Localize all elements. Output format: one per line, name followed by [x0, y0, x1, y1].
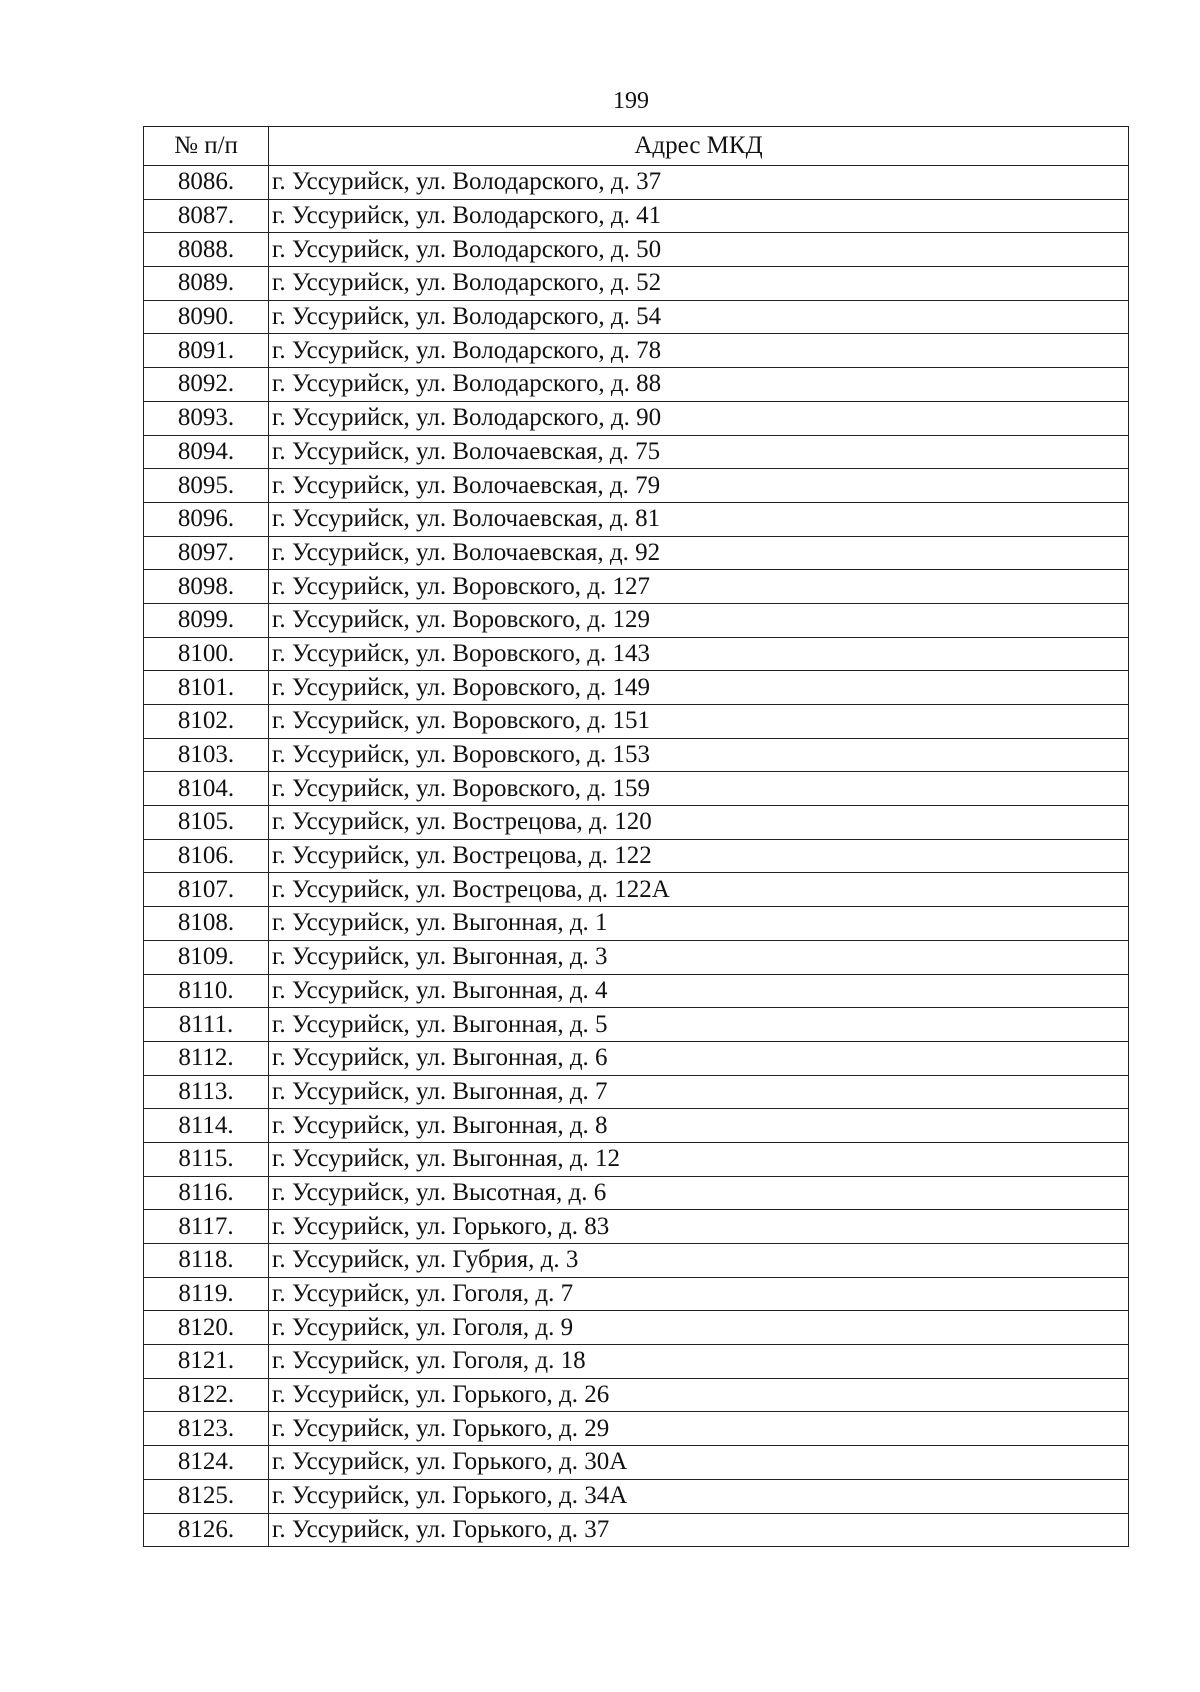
table-row — [144, 1479, 1129, 1513]
row-address: г. Уссурийск, ул. Горького, д. 29 — [269, 1412, 1129, 1446]
table-header-row — [144, 127, 1129, 166]
row-address: г. Уссурийск, ул. Воровского, д. 159 — [269, 772, 1129, 806]
table-row — [144, 637, 1129, 671]
row-address: г. Уссурийск, ул. Гоголя, д. 9 — [269, 1311, 1129, 1345]
row-address: г. Уссурийск, ул. Горького, д. 37 — [269, 1513, 1129, 1547]
row-address: г. Уссурийск, ул. Воровского, д. 127 — [269, 570, 1129, 604]
row-number: 8113. — [144, 1075, 269, 1109]
table-row — [144, 806, 1129, 840]
row-address: г. Уссурийск, ул. Выгонная, д. 7 — [269, 1075, 1129, 1109]
table-row — [144, 267, 1129, 301]
row-number: 8105. — [144, 806, 269, 840]
table-row — [144, 839, 1129, 873]
table-row — [144, 233, 1129, 267]
row-address: г. Уссурийск, ул. Выгонная, д. 6 — [269, 1041, 1129, 1075]
row-number: 8116. — [144, 1176, 269, 1210]
row-number: 8099. — [144, 603, 269, 637]
row-address: г. Уссурийск, ул. Володарского, д. 37 — [269, 166, 1129, 200]
row-address: г. Уссурийск, ул. Володарского, д. 78 — [269, 334, 1129, 368]
table-row — [144, 1075, 1129, 1109]
row-number: 8112. — [144, 1041, 269, 1075]
row-number: 8106. — [144, 839, 269, 873]
row-number: 8102. — [144, 705, 269, 739]
row-address: г. Уссурийск, ул. Выгонная, д. 5 — [269, 1008, 1129, 1042]
row-address: г. Уссурийск, ул. Володарского, д. 41 — [269, 199, 1129, 233]
row-address: г. Уссурийск, ул. Горького, д. 30А — [269, 1446, 1129, 1480]
table-row — [144, 570, 1129, 604]
table-row — [144, 435, 1129, 469]
row-number: 8091. — [144, 334, 269, 368]
row-address: г. Уссурийск, ул. Володарского, д. 88 — [269, 368, 1129, 402]
row-address: г. Уссурийск, ул. Воровского, д. 153 — [269, 738, 1129, 772]
row-number: 8094. — [144, 435, 269, 469]
table-row — [144, 1210, 1129, 1244]
table-row — [144, 907, 1129, 941]
row-number: 8095. — [144, 469, 269, 503]
table-row — [144, 1378, 1129, 1412]
table-row — [144, 1008, 1129, 1042]
table-row — [144, 401, 1129, 435]
row-address: г. Уссурийск, ул. Володарского, д. 52 — [269, 267, 1129, 301]
row-address: г. Уссурийск, ул. Высотная, д. 6 — [269, 1176, 1129, 1210]
row-address: г. Уссурийск, ул. Волочаевская, д. 79 — [269, 469, 1129, 503]
row-number: 8100. — [144, 637, 269, 671]
table-row — [144, 1142, 1129, 1176]
row-address: г. Уссурийск, ул. Володарского, д. 90 — [269, 401, 1129, 435]
row-number: 8115. — [144, 1142, 269, 1176]
row-number: 8114. — [144, 1109, 269, 1143]
table-row — [144, 334, 1129, 368]
row-address: г. Уссурийск, ул. Волочаевская, д. 75 — [269, 435, 1129, 469]
table-row — [144, 1176, 1129, 1210]
row-number: 8088. — [144, 233, 269, 267]
row-number: 8093. — [144, 401, 269, 435]
row-number: 8125. — [144, 1479, 269, 1513]
row-number: 8101. — [144, 671, 269, 705]
row-address: г. Уссурийск, ул. Володарского, д. 54 — [269, 300, 1129, 334]
row-number: 8089. — [144, 267, 269, 301]
row-address: г. Уссурийск, ул. Вострецова, д. 122А — [269, 873, 1129, 907]
table-row — [144, 671, 1129, 705]
table-row — [144, 1041, 1129, 1075]
row-number: 8107. — [144, 873, 269, 907]
table-row — [144, 738, 1129, 772]
row-address: г. Уссурийск, ул. Гоголя, д. 18 — [269, 1345, 1129, 1379]
row-number: 8111. — [144, 1008, 269, 1042]
column-header-number: № п/п — [144, 127, 269, 166]
page-number: 199 — [613, 88, 649, 114]
row-number: 8096. — [144, 502, 269, 536]
table-row — [144, 1244, 1129, 1278]
row-address: г. Уссурийск, ул. Гоголя, д. 7 — [269, 1277, 1129, 1311]
row-address: г. Уссурийск, ул. Выгонная, д. 3 — [269, 940, 1129, 974]
row-address: г. Уссурийск, ул. Выгонная, д. 8 — [269, 1109, 1129, 1143]
table-body — [144, 166, 1129, 1547]
row-address: г. Уссурийск, ул. Воровского, д. 143 — [269, 637, 1129, 671]
table-row — [144, 1311, 1129, 1345]
row-address: г. Уссурийск, ул. Горького, д. 34А — [269, 1479, 1129, 1513]
row-number: 8103. — [144, 738, 269, 772]
row-address: г. Уссурийск, ул. Вострецова, д. 122 — [269, 839, 1129, 873]
row-address: г. Уссурийск, ул. Волочаевская, д. 92 — [269, 536, 1129, 570]
row-address: г. Уссурийск, ул. Вострецова, д. 120 — [269, 806, 1129, 840]
row-number: 8124. — [144, 1446, 269, 1480]
row-number: 8110. — [144, 974, 269, 1008]
table-row — [144, 536, 1129, 570]
table-row — [144, 1412, 1129, 1446]
row-address: г. Уссурийск, ул. Горького, д. 83 — [269, 1210, 1129, 1244]
table-row — [144, 469, 1129, 503]
row-number: 8098. — [144, 570, 269, 604]
row-address: г. Уссурийск, ул. Володарского, д. 50 — [269, 233, 1129, 267]
row-number: 8097. — [144, 536, 269, 570]
row-address: г. Уссурийск, ул. Горького, д. 26 — [269, 1378, 1129, 1412]
row-number: 8121. — [144, 1345, 269, 1379]
table-row — [144, 166, 1129, 200]
row-number: 8118. — [144, 1244, 269, 1278]
table-row — [144, 368, 1129, 402]
row-address: г. Уссурийск, ул. Воровского, д. 151 — [269, 705, 1129, 739]
row-number: 8108. — [144, 907, 269, 941]
table-row — [144, 300, 1129, 334]
row-address: г. Уссурийск, ул. Выгонная, д. 12 — [269, 1142, 1129, 1176]
table-row — [144, 1109, 1129, 1143]
row-address: г. Уссурийск, ул. Воровского, д. 149 — [269, 671, 1129, 705]
row-number: 8123. — [144, 1412, 269, 1446]
mkd-address-table — [143, 126, 1129, 1547]
row-number: 8092. — [144, 368, 269, 402]
table-row — [144, 1513, 1129, 1547]
row-address: г. Уссурийск, ул. Воровского, д. 129 — [269, 603, 1129, 637]
table-row — [144, 705, 1129, 739]
row-address: г. Уссурийск, ул. Выгонная, д. 1 — [269, 907, 1129, 941]
row-number: 8087. — [144, 199, 269, 233]
column-header-address: Адрес МКД — [269, 127, 1129, 166]
row-number: 8090. — [144, 300, 269, 334]
row-address: г. Уссурийск, ул. Губрия, д. 3 — [269, 1244, 1129, 1278]
table-row — [144, 772, 1129, 806]
row-number: 8104. — [144, 772, 269, 806]
row-address: г. Уссурийск, ул. Выгонная, д. 4 — [269, 974, 1129, 1008]
row-address: г. Уссурийск, ул. Волочаевская, д. 81 — [269, 502, 1129, 536]
row-number: 8109. — [144, 940, 269, 974]
row-number: 8120. — [144, 1311, 269, 1345]
table-row — [144, 940, 1129, 974]
table-row — [144, 502, 1129, 536]
row-number: 8086. — [144, 166, 269, 200]
table-row — [144, 873, 1129, 907]
table-row — [144, 603, 1129, 637]
table-row — [144, 1277, 1129, 1311]
table-row — [144, 199, 1129, 233]
row-number: 8126. — [144, 1513, 269, 1547]
table-row — [144, 974, 1129, 1008]
table-row — [144, 1345, 1129, 1379]
row-number: 8117. — [144, 1210, 269, 1244]
row-number: 8122. — [144, 1378, 269, 1412]
row-number: 8119. — [144, 1277, 269, 1311]
table-row — [144, 1446, 1129, 1480]
